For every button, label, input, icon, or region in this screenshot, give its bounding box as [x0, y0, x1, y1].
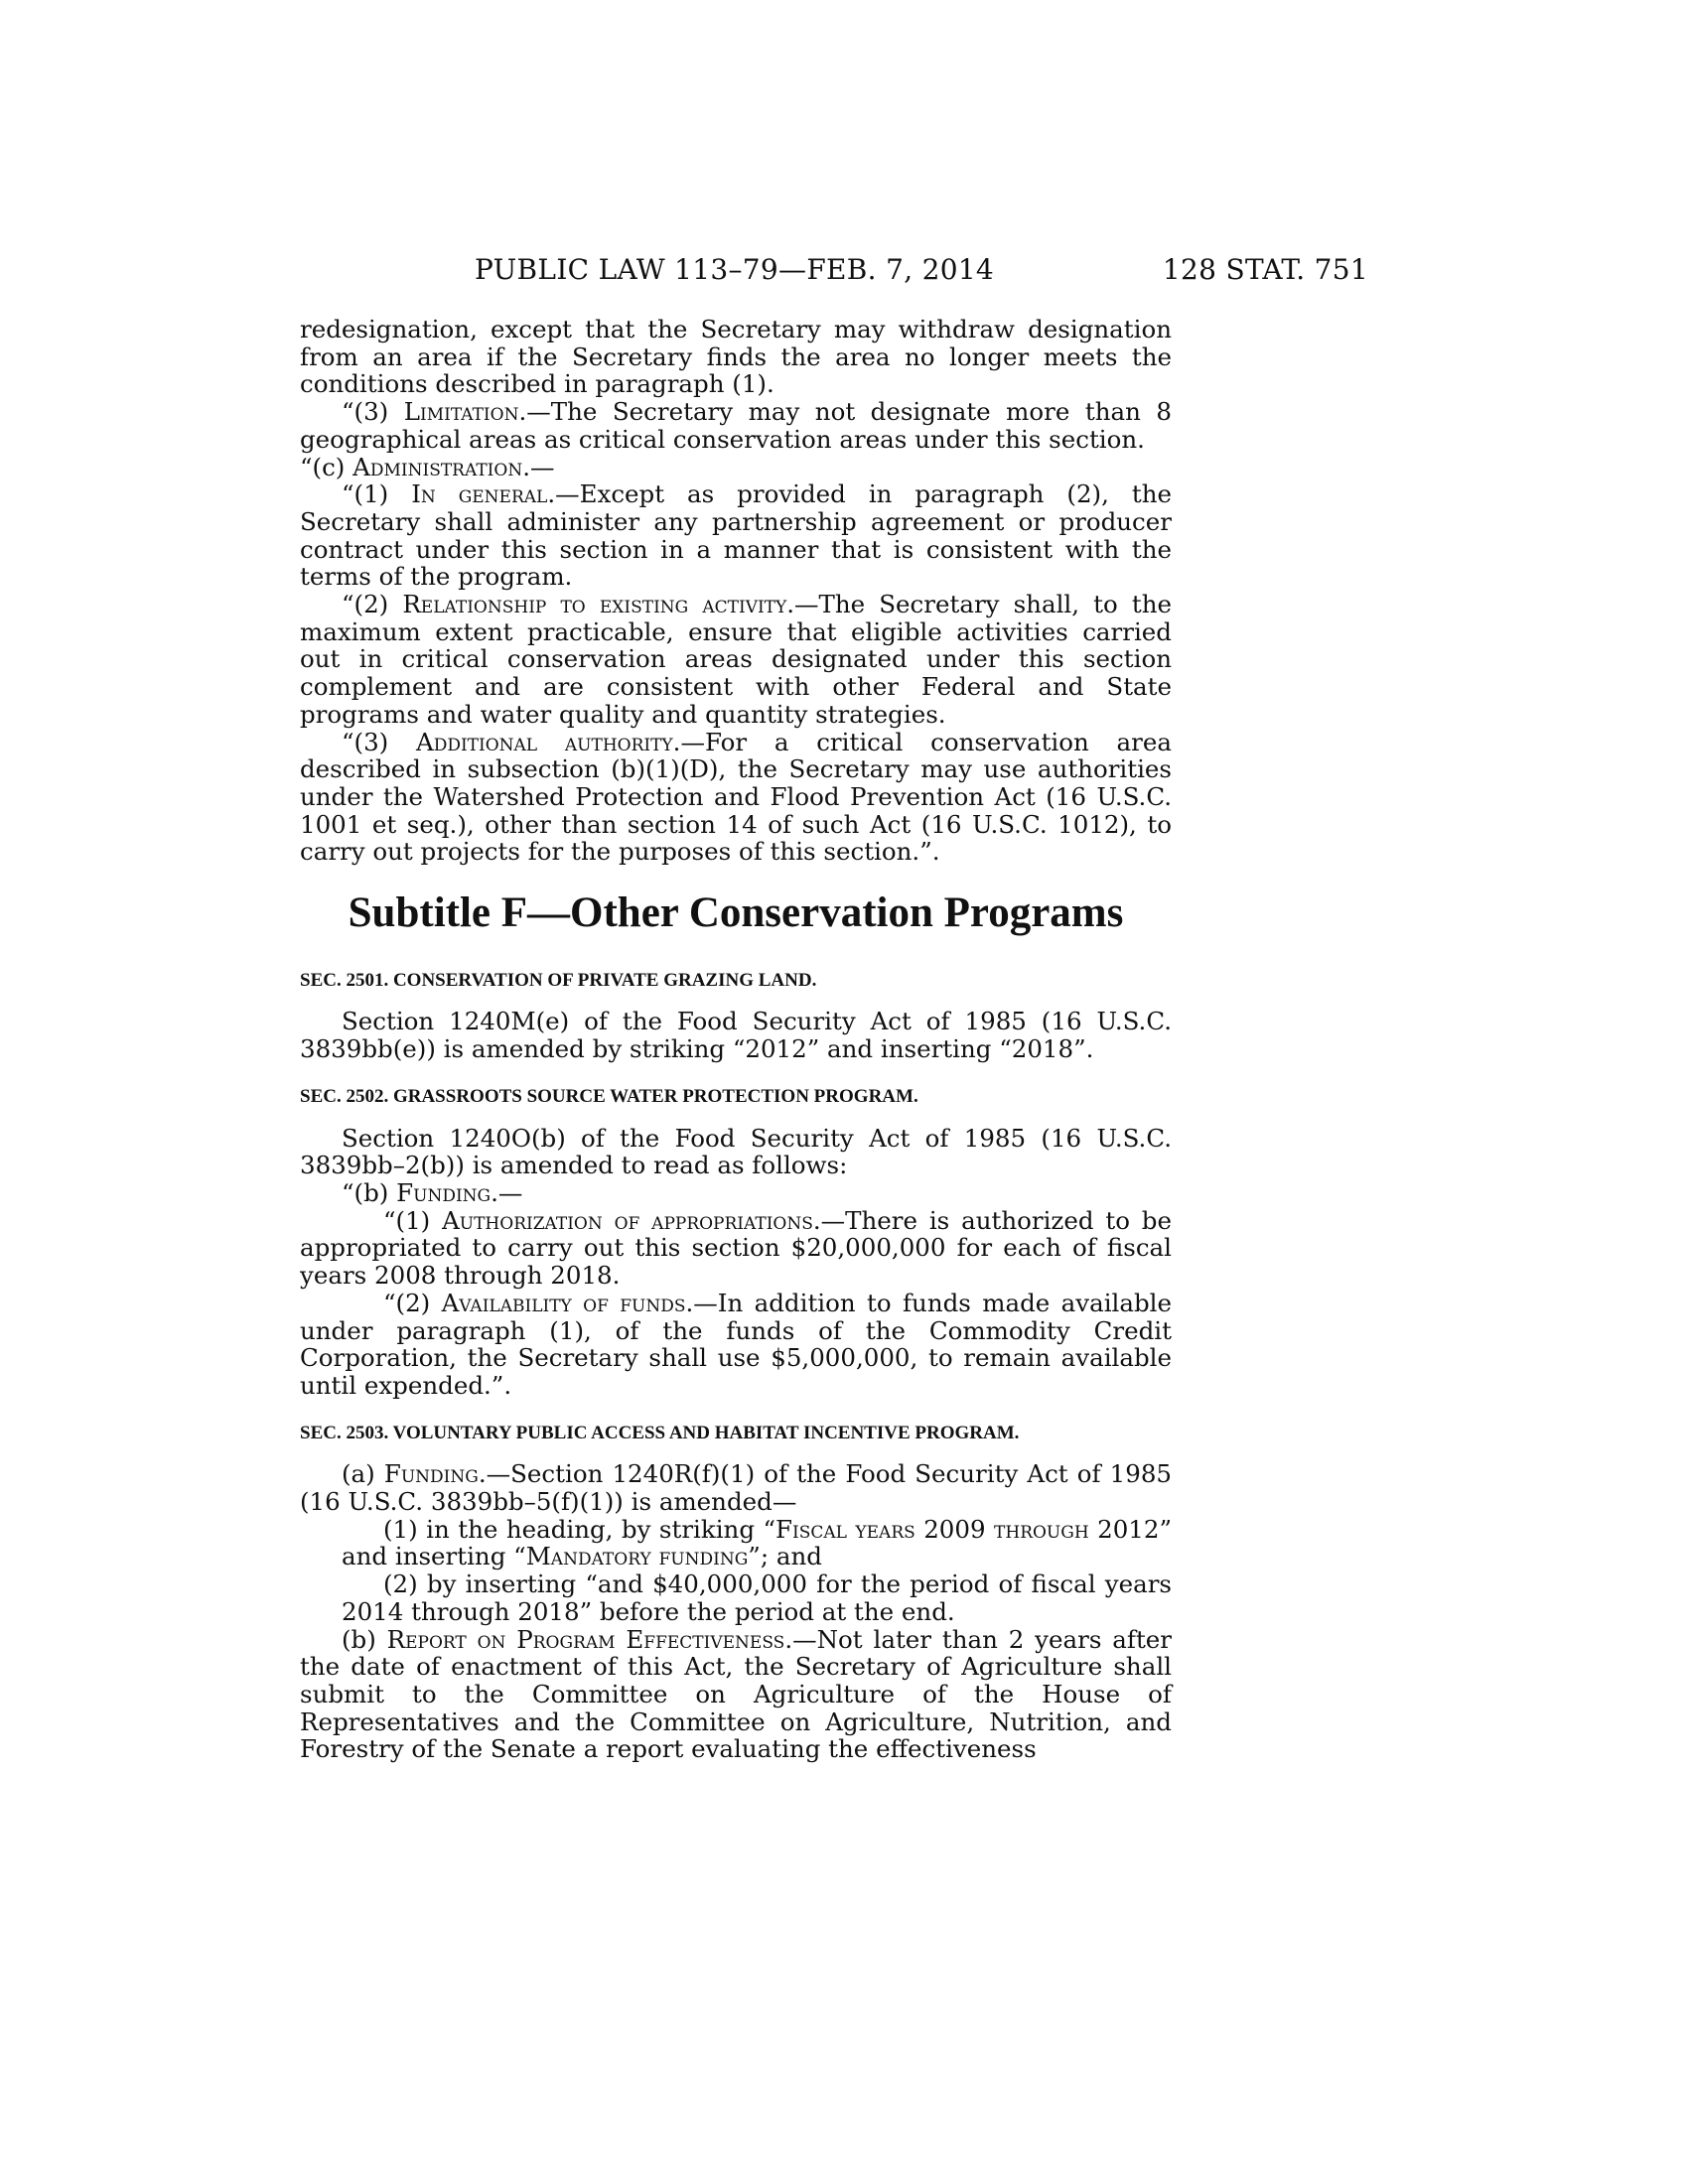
section-2502-text: Section 1240O(b) of the Food Security Act of 1985 (16 U.S.C. 3839bb–2(b)) is amended to read as follows: [300, 1123, 1172, 1180]
heading-authorization: Authorization of appropriations [442, 1205, 813, 1235]
heading-funding: Funding [396, 1177, 492, 1207]
section-2503-item-1: (1) in the heading, by striking “Fiscal years 2009 through 2012” and inserting “Mandatory funding”; and [342, 1514, 1173, 1571]
paragraph-administration: “(c) Administration.— [300, 452, 555, 481]
section-2502-authorization: “(1) Authorization of appropriations.—There is authorized to be appropriated to carry out this section $20,000,000 for each of fiscal years 2008 through 2018. [300, 1205, 1172, 1291]
running-header-title: PUBLIC LAW 113–79—FEB. 7, 2014 [475, 253, 995, 286]
heading-report: Report on Program Effectiveness [386, 1624, 785, 1654]
heading-additional-authority: Additional authority [416, 727, 673, 756]
paragraph-limitation: “(3) Limitation.—The Secretary may not designate more than 8 geographical areas as critical conservation areas under this section. [300, 397, 1172, 454]
section-2503-report: (b) Report on Program Effectiveness.—Not later than 2 years after the date of enactment of this Act, the Secretary of Agriculture shall submit to the Committee on Agriculture of the House of Representatives and the Committee on Agriculture, Nutrition, and Forestry of the Senate a report evaluating the effectiveness [300, 1624, 1172, 1764]
section-2503-heading: SEC. 2503. VOLUNTARY PUBLIC ACCESS AND HABITAT INCENTIVE PROGRAM. [300, 1422, 1020, 1443]
page-reference: 128 STAT. 751 [1162, 253, 1368, 286]
paragraph-additional-authority: “(3) Additional authority.—For a critical conservation area described in subsection (b)(1)(D), the Secretary may use authorities under the Watershed Protection and Flood Prevention Act (16 U.S.C. 1001 et seq.), other than section 14 of such Act (16 U.S.C. 1012), to carry out projects for the purposes of this section.”. [300, 727, 1172, 867]
heading-in-general: In general [411, 479, 548, 509]
section-2503-funding: (a) Funding.—Section 1240R(f)(1) of the Food Security Act of 1985 (16 U.S.C. 3839bb–5(f)(1)) is amended— [300, 1459, 1172, 1517]
paragraph-relationship: “(2) Relationship to existing activity.—The Secretary shall, to the maximum extent practicable, ensure that eligible activities carried out in critical conservation areas designated under this section complement and are consistent with other Federal and State programs and water quality and quantity strategies. [300, 590, 1172, 729]
page-body [300, 316, 1172, 1763]
heading-limitation: Limitation [403, 397, 519, 427]
section-2502-availability: “(2) Availability of funds.—In addition to funds made available under paragraph (1), of the funds of the Commodity Credit Corporation, the Secretary shall use $5,000,000, to remain available until expended.”. [300, 1288, 1172, 1400]
heading-relationship: Relationship to existing activity [402, 590, 787, 619]
section-2502-funding: “(b) Funding.— [342, 1177, 523, 1207]
paragraph-redesignation: redesignation, except that the Secretary may withdraw designation from an area if the Secretary finds the area no longer meets the conditions described in paragraph (1). [300, 315, 1172, 399]
heading-availability: Availability of funds [441, 1288, 686, 1317]
subtitle-heading: Subtitle F—Other Conservation Programs [348, 889, 1124, 937]
paragraph-in-general: “(1) In general.—Except as provided in paragraph (2), the Secretary shall administer any partnership agreement or producer contract under this section in a manner that is consistent with the terms of the program. [300, 479, 1172, 592]
heading-2503-funding: Funding [383, 1459, 479, 1489]
section-2501-heading: SEC. 2501. CONSERVATION OF PRIVATE GRAZING LAND. [300, 969, 817, 991]
section-2501-text: Section 1240M(e) of the Food Security Act of 1985 (16 U.S.C. 3839bb(e)) is amended by striking “2012” and inserting “2018”. [300, 1007, 1172, 1064]
heading-administration: Administration [352, 452, 523, 481]
section-2503-item-2: (2) by inserting “and $40,000,000 for the period of fiscal years 2014 through 2018” before the period at the end. [342, 1570, 1172, 1626]
section-2502-heading: SEC. 2502. GRASSROOTS SOURCE WATER PROTECTION PROGRAM. [300, 1085, 918, 1107]
